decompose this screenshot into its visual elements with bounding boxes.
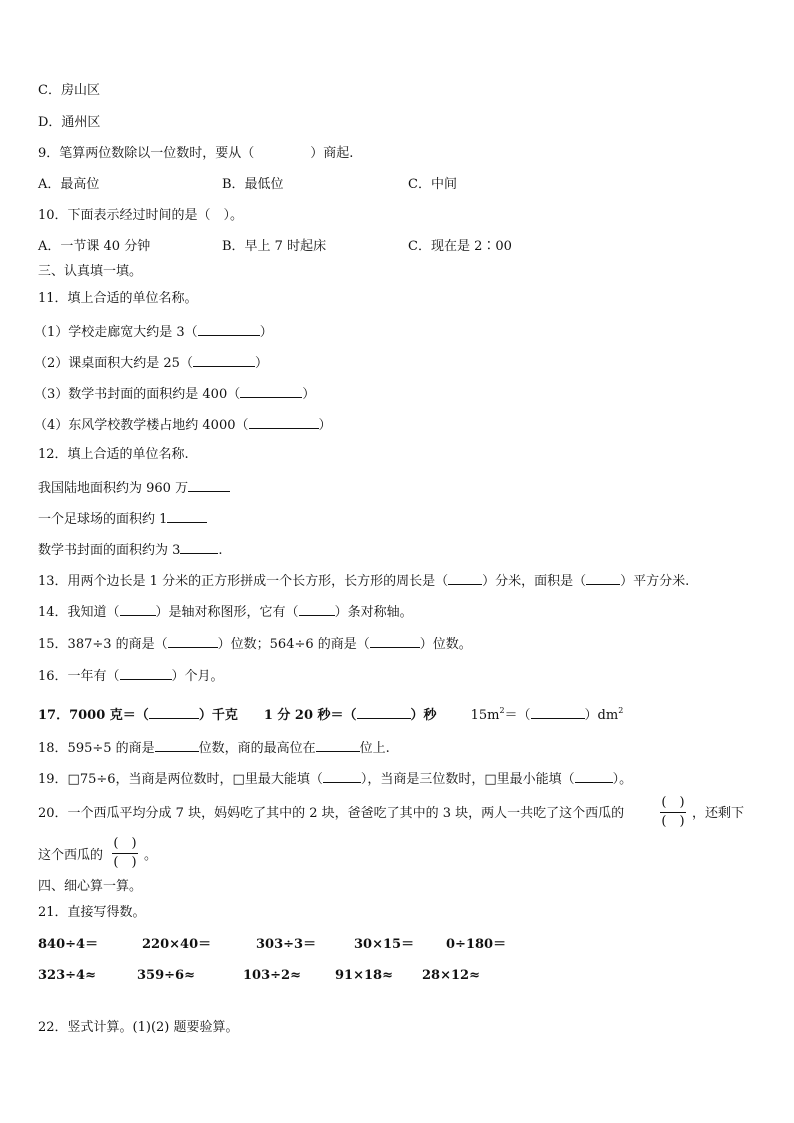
q13-text-a: 13．用两个边长是 1 分米的正方形拼成一个长方形，长方形的周长是（ <box>38 574 449 589</box>
fraction-bar <box>112 853 138 854</box>
q11-item-2-text: （2）课桌面积大约是 25（ <box>34 356 193 371</box>
q13-text-c: ）平方分米. <box>620 574 690 589</box>
q12-line-1 <box>38 478 230 498</box>
q14 <box>38 602 413 622</box>
answer-blank[interactable] <box>323 769 361 783</box>
q18-text-c: 位上. <box>359 741 390 756</box>
q17-text-g: ）dm <box>584 708 619 723</box>
q21-problem: 359÷6≈ <box>137 968 195 983</box>
q20-line-1: 20．一个西瓜平均分成 7 块，妈妈吃了其中的 2 块，爸爸吃了其中的 3 块，两人一共吃了这个西瓜的 <box>38 806 625 821</box>
q14-text-a: 14．我知道（ <box>38 605 120 620</box>
q11-item-3-close: ） <box>302 387 316 402</box>
answer-blank[interactable] <box>299 602 335 616</box>
answer-blank[interactable] <box>240 384 302 398</box>
answer-blank[interactable] <box>193 353 255 367</box>
q19-text-c: ）。 <box>612 772 633 787</box>
q21-stem: 21．直接写得数。 <box>38 905 146 920</box>
answer-blank[interactable] <box>575 769 613 783</box>
answer-blank[interactable] <box>448 571 482 585</box>
q17-area-expression <box>471 708 624 723</box>
q11-item-1-text: （1）学校走廊宽大约是 3（ <box>34 325 198 340</box>
q18-text-a: 18．595÷5 的商是 <box>38 741 155 756</box>
q21-problem: 323÷4≈ <box>38 968 96 983</box>
q11-item-2-close: ） <box>254 356 268 371</box>
q17-text-d: ）秒 <box>410 708 437 723</box>
q15-text-c: ）位数。 <box>419 637 472 652</box>
q11-item-1 <box>34 322 273 342</box>
q9-option-b: B．最低位 <box>222 177 284 192</box>
answer-blank[interactable] <box>357 705 411 719</box>
q15-text-b: ）位数；564÷6 的商是（ <box>217 637 370 652</box>
q18-text-b: 位数，商的最高位在 <box>198 741 316 756</box>
q9-stem-end: ）商起. <box>310 146 354 161</box>
q21-problem: 30×15＝ <box>354 937 415 952</box>
q8-option-c: C．房山区 <box>38 83 100 98</box>
q11-item-3-text: （3）数学书封面的面积约是 400（ <box>34 387 241 402</box>
answer-blank[interactable] <box>180 540 218 554</box>
answer-blank[interactable] <box>120 602 156 616</box>
q21-problem: 28×12≈ <box>422 968 480 983</box>
q10-stem: 10．下面表示经过时间的是（ ）。 <box>38 208 244 223</box>
q17-text-b: ）千克 <box>198 708 238 723</box>
q16-text-b: ）个月。 <box>171 669 224 684</box>
answer-blank[interactable] <box>188 478 230 492</box>
q14-text-c: ）条对称轴。 <box>334 605 413 620</box>
q19 <box>38 769 632 789</box>
q16 <box>38 666 224 686</box>
q16-text-a: 16．一年有（ <box>38 669 120 684</box>
q22-stem: 22．竖式计算。(1)(2) 题要验算。 <box>38 1020 239 1035</box>
q15 <box>38 634 472 654</box>
q19-text-b: ），当商是三位数时，□里最小能填（ <box>360 772 575 787</box>
q18 <box>38 738 390 758</box>
q11-item-4-text: （4）东风学校教学楼占地约 4000（ <box>34 418 249 433</box>
q11-item-1-close: ） <box>259 325 273 340</box>
q12-line-3-text: 数学书封面的面积约为 3 <box>38 543 181 558</box>
q12-line-2 <box>38 509 207 529</box>
q20-fraction-2[interactable] <box>112 836 138 871</box>
q17-text-e: 15m <box>470 708 500 723</box>
q12-stem: 12．填上合适的单位名称. <box>38 447 189 462</box>
q21-problem: 0÷180＝ <box>446 937 507 952</box>
q13-text-b: ）分米，面积是（ <box>482 574 587 589</box>
q12-line-3-end: . <box>218 543 223 558</box>
q17-text-a: 17．7000 克＝（ <box>38 708 149 723</box>
answer-blank[interactable] <box>316 738 360 752</box>
fraction-denominator: ( ) <box>661 814 685 829</box>
q11-item-3 <box>34 384 315 404</box>
q12-line-2-text: 一个足球场的面积约 1 <box>38 512 168 527</box>
q17-text-c: 1 分 20 秒＝（ <box>263 708 357 723</box>
q9-option-c: C．中间 <box>408 177 457 192</box>
q11-item-4-close: ） <box>318 418 332 433</box>
q14-text-b: ）是轴对称图形，它有（ <box>155 605 299 620</box>
answer-blank[interactable] <box>531 705 585 719</box>
q10-option-a: A．一节课 40 分钟 <box>38 239 151 254</box>
q19-text-a: 19．□75÷6，当商是两位数时，□里最大能填（ <box>38 772 323 787</box>
fraction-denominator: ( ) <box>113 855 137 870</box>
q21-problem: 220×40＝ <box>142 937 212 952</box>
q10-option-b: B．早上 7 时起床 <box>222 239 327 254</box>
answer-blank[interactable] <box>120 666 172 680</box>
q20-line-2: 这个西瓜的 <box>38 848 104 863</box>
fraction-numerator: ( ) <box>661 795 685 810</box>
q9-stem <box>38 145 353 163</box>
q11-item-4 <box>34 415 332 435</box>
q9-option-a: A．最高位 <box>38 177 100 192</box>
q8-option-d: D．通州区 <box>38 115 101 130</box>
q17 <box>38 702 623 725</box>
answer-blank[interactable] <box>155 738 199 752</box>
answer-blank[interactable] <box>167 509 207 523</box>
section-3-heading: 三、认真填一填。 <box>38 264 143 279</box>
q15-text-a: 15．387÷3 的商是（ <box>38 637 168 652</box>
q11-stem: 11．填上合适的单位名称。 <box>38 291 198 306</box>
answer-blank[interactable] <box>198 322 260 336</box>
q20-fraction-1[interactable] <box>660 795 686 830</box>
q21-problem: 303÷3＝ <box>256 937 317 952</box>
q13 <box>38 571 689 591</box>
q12-line-3 <box>38 540 223 560</box>
q20-line-2-end: 。 <box>144 848 158 863</box>
q10-option-c: C．现在是 2∶00 <box>408 239 512 254</box>
fraction-numerator: ( ) <box>113 836 137 851</box>
answer-blank[interactable] <box>249 415 319 429</box>
q21-problem: 103÷2≈ <box>243 968 301 983</box>
q12-line-1-text: 我国陆地面积约为 960 万 <box>38 481 189 496</box>
section-4-heading: 四、细心算一算。 <box>38 879 143 894</box>
answer-blank[interactable] <box>370 634 420 648</box>
q21-problem: 91×18≈ <box>335 968 393 983</box>
q11-item-2 <box>34 353 268 373</box>
q17-exponent-1: 2 <box>499 706 505 715</box>
fraction-bar <box>660 812 686 813</box>
q20-line-1-end: ，还剩下 <box>692 806 745 821</box>
q17-text-f: ＝（ <box>504 708 531 723</box>
answer-blank[interactable] <box>168 634 218 648</box>
answer-blank[interactable] <box>586 571 620 585</box>
q9-stem-start: 9．笔算两位数除以一位数时，要从（ <box>38 146 255 161</box>
q21-problem: 840÷4＝ <box>38 937 99 952</box>
answer-blank[interactable] <box>149 705 199 719</box>
q17-exponent-2: 2 <box>618 706 624 715</box>
